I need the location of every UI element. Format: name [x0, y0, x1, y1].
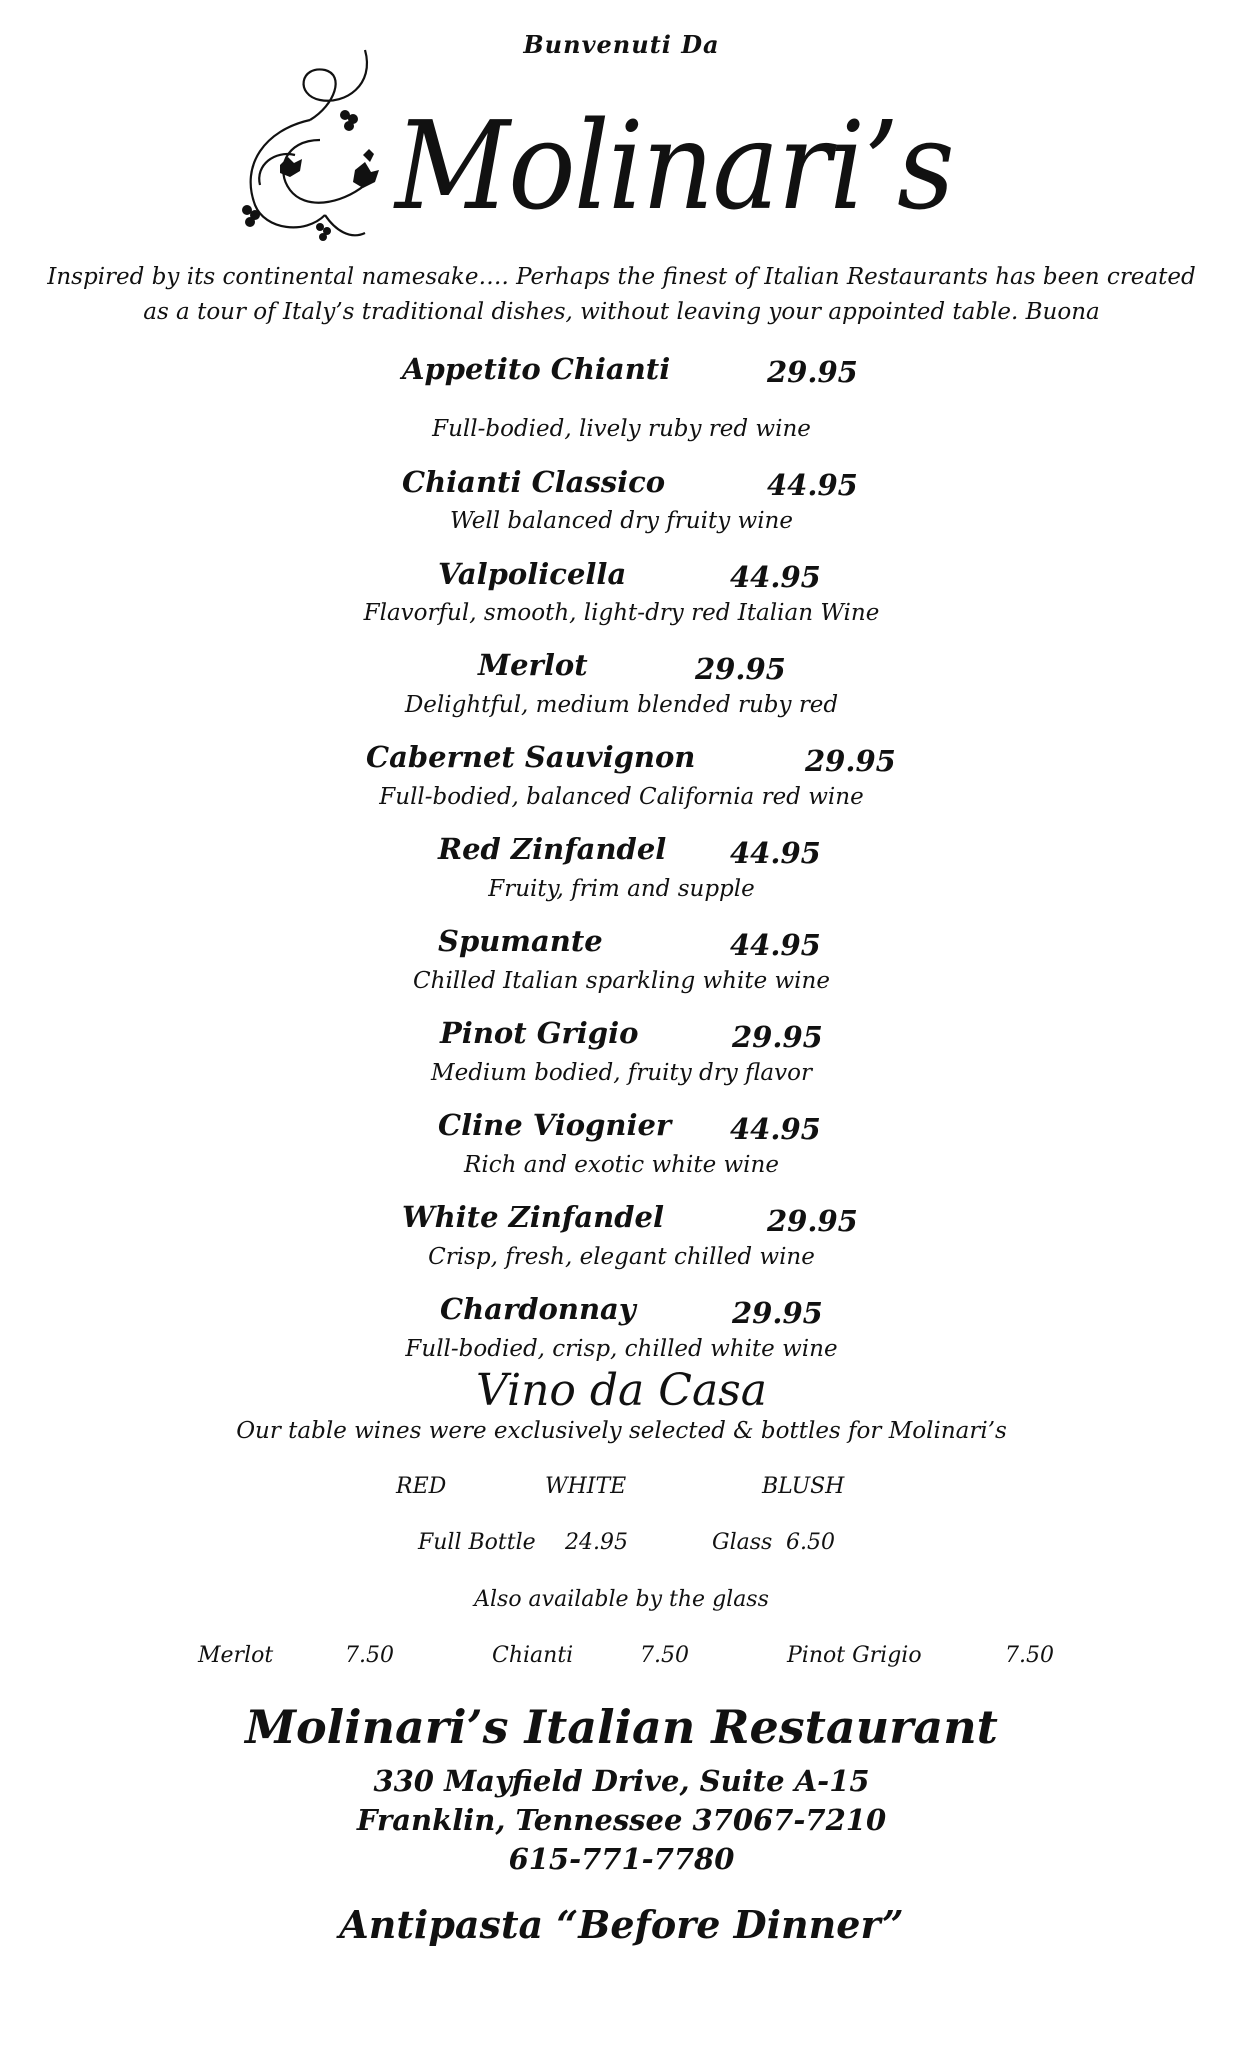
- wine-name: Valpolicella: [438, 557, 627, 591]
- wine-price: 29.95: [732, 1296, 823, 1330]
- by-glass-wine-price: 7.50: [640, 1643, 689, 1668]
- wine-name: Spumante: [438, 924, 603, 958]
- glass-label: Glass: [712, 1530, 773, 1555]
- by-glass-note: Also available by the glass: [474, 1587, 769, 1612]
- glass-price: 6.50: [786, 1530, 835, 1555]
- welcome-text: Bunvenuti Da: [523, 30, 720, 59]
- wine-description: Medium bodied, fruity dry flavor: [431, 1060, 812, 1086]
- wine-price: 44.95: [730, 836, 821, 870]
- wine-name: Red Zinfandel: [438, 832, 667, 866]
- wine-description: Flavorful, smooth, light-dry red Italian Wine: [363, 600, 880, 626]
- intro-paragraph: [0, 260, 1243, 330]
- wine-description: Full-bodied, crisp, chilled white wine: [405, 1336, 838, 1362]
- address-line-2: Franklin, Tennessee 37067-7210: [356, 1803, 887, 1837]
- wine-name: Appetito Chianti: [402, 352, 671, 386]
- wine-price: 44.95: [730, 928, 821, 962]
- wine-name: Pinot Grigio: [440, 1016, 639, 1050]
- wine-name: White Zinfandel: [402, 1200, 664, 1234]
- full-bottle-label: Full Bottle: [418, 1530, 536, 1555]
- intro-line-2: as a tour of Italy’s traditional dishes, without leaving your appointed table. Buona: [143, 299, 1100, 325]
- wine-name: Merlot: [478, 648, 588, 682]
- wine-description: Delightful, medium blended ruby red: [404, 692, 839, 718]
- wine-name: Chardonnay: [440, 1292, 636, 1326]
- wine-description: Full-bodied, lively ruby red wine: [432, 416, 811, 442]
- phone-number: 615-771-7780: [508, 1842, 735, 1876]
- wine-description: Chilled Italian sparkling white wine: [413, 968, 830, 994]
- by-glass-wine-price: 7.50: [1005, 1643, 1054, 1668]
- intro-line-1: Inspired by its continental namesake…. Perhaps the finest of Italian Restaurants has been created: [47, 264, 1196, 290]
- wine-description: Rich and exotic white wine: [464, 1152, 779, 1178]
- wine-name: Cline Viognier: [438, 1108, 672, 1142]
- wine-type-blush: BLUSH: [762, 1474, 845, 1499]
- brand-logo-text: Molinari’s: [395, 95, 953, 237]
- wine-description: Crisp, fresh, elegant chilled wine: [428, 1244, 815, 1270]
- wine-name: Chianti Classico: [402, 465, 666, 499]
- grapevine-logo-icon: [225, 45, 395, 250]
- wine-description: Fruity, frim and supple: [488, 876, 755, 902]
- wine-price: 29.95: [767, 355, 858, 389]
- address-line-1: 330 Mayfield Drive, Suite A-15: [373, 1764, 870, 1798]
- wine-description: Well balanced dry fruity wine: [450, 508, 793, 534]
- wine-name: Cabernet Sauvignon: [366, 740, 696, 774]
- wine-type-red: RED: [396, 1474, 447, 1499]
- wine-price: 29.95: [732, 1020, 823, 1054]
- wine-price: 29.95: [695, 652, 786, 686]
- wine-price: 29.95: [805, 744, 896, 778]
- wine-price: 44.95: [730, 1112, 821, 1146]
- by-glass-wine-name: Merlot: [198, 1643, 274, 1668]
- vino-da-casa-subtitle: Our table wines were exclusively selected & bottles for Molinari’s: [236, 1418, 1007, 1444]
- wine-description: Full-bodied, balanced California red wine: [379, 784, 864, 810]
- wine-type-white: WHITE: [545, 1474, 627, 1499]
- wine-price: 44.95: [767, 468, 858, 502]
- by-glass-wine-name: Chianti: [492, 1643, 574, 1668]
- full-bottle-price: 24.95: [565, 1530, 628, 1555]
- wine-price: 29.95: [767, 1204, 858, 1238]
- wine-price: 44.95: [730, 560, 821, 594]
- by-glass-wine-name: Pinot Grigio: [787, 1643, 922, 1668]
- by-glass-wine-price: 7.50: [345, 1643, 394, 1668]
- antipasta-heading: Antipasta “Before Dinner”: [339, 1902, 904, 1947]
- vino-da-casa-title: Vino da Casa: [476, 1365, 767, 1416]
- restaurant-name: Molinari’s Italian Restaurant: [245, 1700, 998, 1754]
